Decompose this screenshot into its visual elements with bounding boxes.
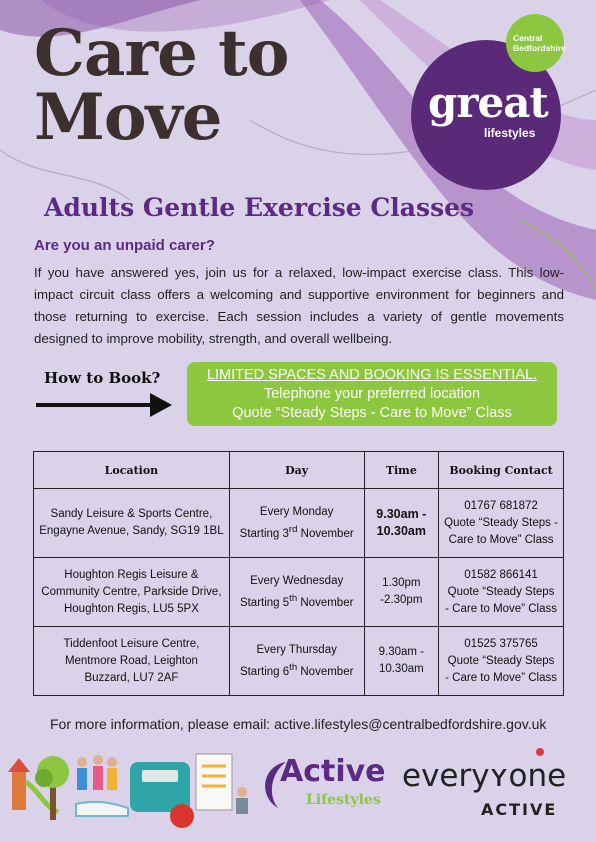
- day-cell: [229, 558, 364, 627]
- location-line: Mentmore Road, Leighton: [64, 654, 198, 667]
- everyone-active-logo: everyʏone: [402, 758, 567, 794]
- header-location: Location: [34, 452, 230, 489]
- location-cell: [34, 558, 230, 627]
- badge-lifestyles-text: lifestyles: [484, 126, 536, 140]
- class-schedule-table: [33, 451, 564, 696]
- phone-number: 01525 375765: [464, 637, 538, 650]
- title-line-2: Move: [34, 80, 222, 155]
- time-line: 9.30am -: [376, 507, 427, 521]
- phone-number: 01767 681872: [464, 499, 538, 512]
- time-cell: [364, 627, 439, 696]
- everyone-active-subtext: ACTIVE: [481, 800, 558, 819]
- badge-line-2: Bedfordshire: [513, 43, 566, 53]
- everyone-active-dot-icon: [536, 748, 544, 756]
- day-text: Every Wednesday: [250, 574, 344, 587]
- location-line: Sandy Leisure & Sports Centre,: [50, 508, 213, 520]
- location-line: Houghton Regis, LU5 5PX: [63, 602, 199, 615]
- footer-contact-info: For more information, please email: active.lifestyles@centralbedfordshire.gov.uk: [50, 716, 547, 732]
- how-to-book-label: How to Book?: [44, 369, 161, 387]
- booking-line-1: LIMITED SPACES AND BOOKING IS ESSENTIAL.: [206, 367, 538, 383]
- time-line: -2.30pm: [380, 594, 423, 606]
- contact-cell: [439, 489, 564, 558]
- location-line: Engayne Avenue, Sandy, SG19 1BL: [39, 525, 224, 537]
- phone-number: 01582 866141: [464, 568, 538, 581]
- badge-great-text: great: [428, 78, 548, 127]
- day-text: Every Thursday: [256, 643, 337, 656]
- booking-line-2: Telephone your preferred location: [263, 386, 481, 402]
- active-lifestyles-logo: Active: [280, 754, 386, 789]
- quote-line: Quote “Steady Steps: [447, 585, 555, 598]
- badge-line-1: Central: [513, 33, 543, 43]
- time-line: 10.30am: [378, 663, 424, 675]
- day-cell: [229, 627, 364, 696]
- start-date: Starting 6th November: [239, 661, 354, 678]
- table-row: [34, 627, 564, 696]
- header-day: Day: [229, 452, 364, 489]
- title-line-1: Care to: [34, 16, 289, 91]
- time-line: 10.30am: [376, 524, 426, 538]
- time-line: 1.30pm: [382, 577, 421, 589]
- quote-line: Quote “Steady Steps: [447, 654, 555, 667]
- start-date: Starting 5th November: [239, 592, 354, 609]
- quote-line: - Care to Move” Class: [445, 602, 557, 615]
- location-line: Community Centre, Parkside Drive,: [41, 585, 222, 598]
- header-time: Time: [364, 452, 439, 489]
- day-cell: [229, 489, 364, 558]
- quote-line: Care to Move” Class: [448, 533, 554, 546]
- time-cell: [364, 489, 439, 558]
- day-text: Every Monday: [259, 505, 334, 518]
- location-line: Tiddenfoot Leisure Centre,: [63, 637, 200, 650]
- question-heading: Are you an unpaid carer?: [34, 237, 215, 254]
- location-cell: [34, 489, 230, 558]
- activity-illustrations-icon: [0, 742, 260, 842]
- page-title: [34, 16, 289, 155]
- time-line: 9.30am -: [378, 646, 425, 658]
- location-line: Buzzard, LU7 2AF: [84, 671, 179, 684]
- quote-line: - Care to Move” Class: [445, 671, 557, 684]
- table-row: [34, 489, 564, 558]
- table-header-row: [34, 452, 564, 489]
- header-booking-contact: Booking Contact: [439, 452, 564, 489]
- quote-line: Quote “Steady Steps -: [444, 516, 558, 529]
- location-cell: [34, 627, 230, 696]
- arrow-right-icon: [34, 390, 174, 420]
- booking-info-box: [187, 362, 557, 426]
- booking-line-3: Quote “Steady Steps - Care to Move” Class: [232, 405, 512, 421]
- central-bedfordshire-logo: [506, 14, 564, 72]
- location-line: Houghton Regis Leisure &: [64, 568, 199, 581]
- intro-paragraph: If you have answered yes, join us for a relaxed, low-impact exercise class. This low-impact circuit class offers a welcoming and supportive environment for beginners and those returning to exercise. Each session includes a variety of gentle movements designed to improve mobility, strength, and overall wellbeing.: [34, 265, 564, 346]
- active-lifestyles-subtext: Lifestyles: [306, 792, 381, 808]
- table-row: [34, 558, 564, 627]
- start-date: Starting 3rd November: [239, 523, 354, 540]
- contact-cell: [439, 627, 564, 696]
- subtitle: Adults Gentle Exercise Classes: [44, 193, 475, 222]
- time-cell: [364, 558, 439, 627]
- contact-cell: [439, 558, 564, 627]
